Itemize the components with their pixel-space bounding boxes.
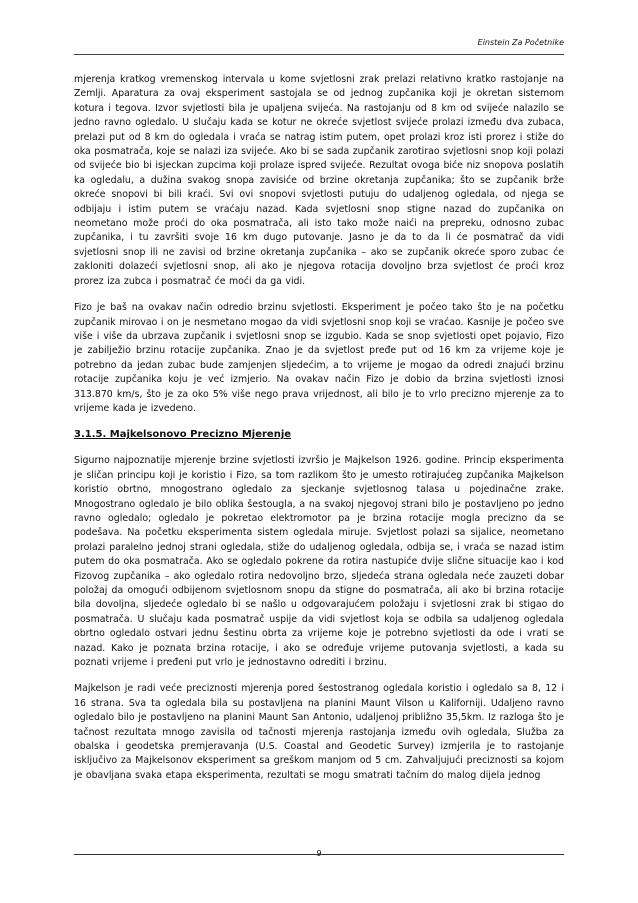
section-title: 3.1.5. Majkelsonovo Precizno Mjerenje <box>74 429 292 441</box>
paragraph-fizeau-apparatus: mjerenja kratkog vremenskog intervala u kome svjetlosni zrak prelazi relativno kratko rastojanje na Zemlji. Aparatura za ovaj eksperiment sastojala se od jednog zupčanika koji je okretan sistemom kotura i tegova. Izvor svjetlosti bila je upaljena svijeća. Na rastojanju od 8 km od svijeće nalazilo se jedno ravno ogledalo. U slučaju kada se kotur ne okreće svjetlost svijeće prolazi između dva zubaca, prelazi put od 8 km do ogledala i vraća se natrag istim putem, opet prolazi kroz isti prorez i stiže do oka posmatrača, koje se nalazi iza svijeće. Ako bi se sada zupčanik zarotirao svjetlosni snop koji polazi od svijeće bio bi isjeckan zupcima koji prolaze ispred svijeće. Rezultat ovoga biće niz snopova poslatih ka ogledalu, a dužina svakog snopa zavisiće od brzine okretanja zupčanika; što se zupčanik brže okreće snopovi bi bili kraći. Svi ovi snopovi svjetlosti putuju do udaljenog ogledala, od njega se odbijaju i istim putem se vraćaju nazad. Kada svjetlosni snop stigne nazad do zupčanika on neometano može proći do oka posmatrača, ali isto tako može naići na prepreku, odnosno zubac zupčanika, i tu završiti svoje 16 km dugo putovanje. Jasno je da to da li će posmatrač da vidi svjetlosni snop ili ne zavisi od brzine okretanja zupčanika – ako se zupčanik okreće sporo zubac će zakloniti dolazeći svjetlosni snop, ali ako je njegova rotacija dovoljno brza svjetlost će proći kroz prorez iza zubca i posmatrač će moći da ga vidi. <box>74 74 564 287</box>
paragraph-michelson-precision: Majkelson je radi veće preciznosti mjerenja pored šestostranog ogledala koristio i ogledalo sa 8, 12 i 16 strana. Sva ta ogledala bila su postavljena na planini Maunt Vilson u Kaliforniji. Udaljeno ravno ogledalo bilo je postavljeno na planini Maunt San Antonio, udaljenoj približno 35,5km. Iz razloga što je tačnost rezultata mnogo zavisila od tačnosti mjerenja rastojanja između ovih ogledala, Služba za obalska i geodetska premjeravanja (U.S. Coastal and Geodetic Survey) izmjerila je to rastojanje isključivo za Majkelsonov eksperiment sa greškom manjom od 5 cm. Zahvaljujući preciznosti sa kojom je obavljana svaka etapa eksperimenta, rezultati se mogu smatrati tačnim do malog dijela jednog <box>74 683 564 781</box>
paragraph-michelson-principle: Sigurno najpoznatije mjerenje brzine svjetlosti izvršio je Majkelson 1926. godine. Princip eksperimenta je sličan principu koji je koristio i Fizo, sa tom razlikom što je umesto rotirajućeg zupčanika Majkelson koristio obrtno, mnogostrano ogledalo za sjeckanje svjetlosnog talasa u pojedinačne zrake. Mnogostrano ogledalo je bilo oblika šestougla, a na svakoj njegovoj strani bilo je postavljeno po jedno ravno ogledalo; ogledalo je pokretao elektromotor pa je brzina rotacije mogla precizno da se podešava. Na početku eksperimenta sistem ogledala miruje. Svjetlost polazi sa sijalice, neometano prolazi paralelno jednoj strani ogledala, stiže do udaljenog ogledala, odbija se, i vraća se nazad istim putem do oka posmatrača. Ako se ogledalo pokrene da rotira nastupiće dvije slične situacije kao i kod Fizovog zupčanika – ako ogledalo rotira nedovoljno brzo, sljedeća strana ogledala neće zauzeti dobar položaj da omogući odbijenom svjetlosnom snopu da stigne do posmatrača, ali ako bi brzina rotacije bila dovoljna, sljedeće ogledalo bi se našlo u odgovarajućem položaju i svjetlosni zrak bi stigao do posmatrača. U slučaju kada posmatrač uspije da vidi svjetlost koja se odbila sa udaljenog ogledala obrtno ogledalo ostvari jednu šestinu obrta za vrijeme koje je potrebno svjetlosti da ode i vrati se nazad. Kako je poznata brzina rotacije, i ako se određuje vrijeme putovanja svjetlosti, a kada su poznati vrijeme i pređeni put vrlo je jednostavno odrediti i brzinu. <box>74 455 564 669</box>
page-body <box>74 73 564 795</box>
header-rule <box>74 54 564 55</box>
paragraph-fizeau-result: Fizo je baš na ovakav način odredio brzinu svjetlosti. Eksperiment je počeo tako što je na početku zupčanik mirovao i on je nesmetano mogao da vidi svjetlosni snop koji se vraćao. Kasnije je počeo sve više i više da ubrzava zupčanik i svjetlosni snop se izgubio. Kada se snop svjetlosti opet pojavio, Fizo je zabilježio brzinu rotacije zupčanika. Znao je da svjetlost pređe put od 16 km za vrijeme koje je potrebno da jedan zubac bude zamjenjen sljedećim, a to vrijeme je mogao da odredi znajući brzinu rotacije zupčanika koju je već izmjerio. Na ovakav način Fizo je dobio da brzina svjetlosti iznosi 313.870 km/s, što je za oko 5% više nego prava vrijednost, ali bilo je to vrlo precizno mjerenje za to vrijeme kada je izvedeno. <box>74 302 564 414</box>
running-header: Einstein Za Početnike <box>477 38 564 47</box>
footer-rule <box>74 854 564 855</box>
page-number: 9 <box>316 849 322 858</box>
